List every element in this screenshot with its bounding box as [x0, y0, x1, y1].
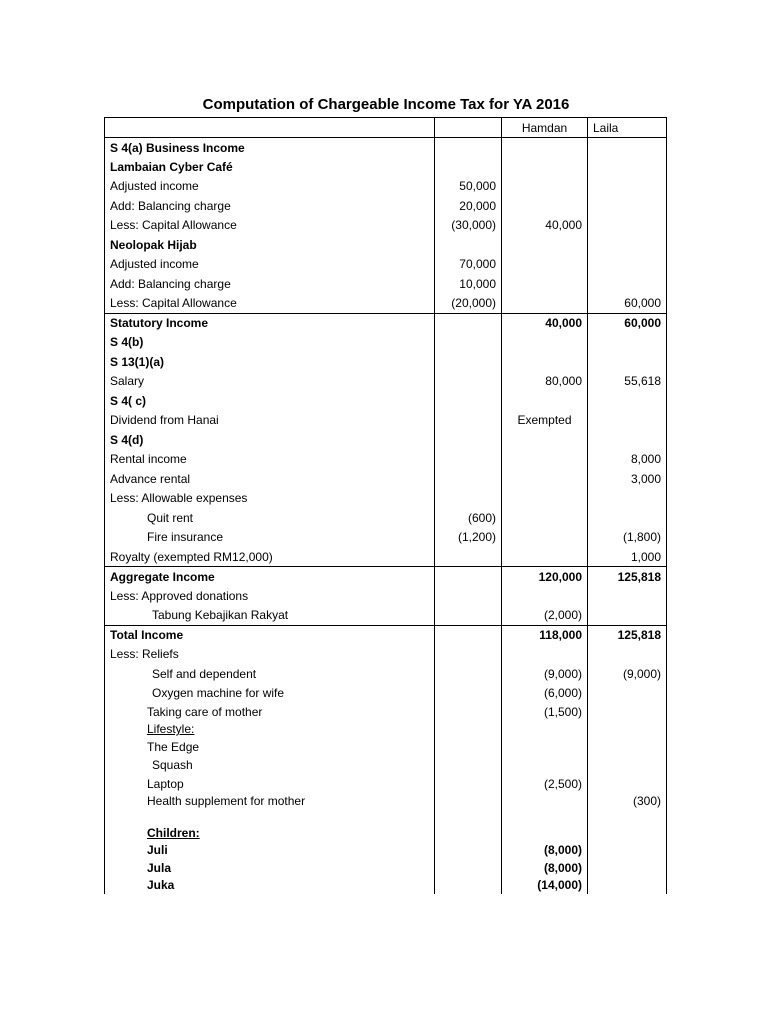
row-label: Jula — [105, 859, 435, 877]
row-label: Rental income — [105, 450, 435, 470]
row-laila-value — [588, 586, 667, 606]
row-laila-value — [588, 738, 667, 756]
row-laila-value — [588, 489, 667, 509]
table-row — [105, 196, 667, 216]
row-label: The Edge — [105, 738, 435, 756]
table-row — [105, 313, 667, 333]
row-laila-value — [588, 684, 667, 704]
table-row — [105, 352, 667, 372]
row-hamdan-value — [502, 721, 588, 739]
row-label: S 13(1)(a) — [105, 352, 435, 372]
row-laila-value — [588, 842, 667, 860]
row-workings-value — [435, 430, 502, 450]
row-laila-value — [588, 645, 667, 665]
table-row — [105, 824, 667, 842]
row-laila-value — [588, 138, 667, 158]
row-workings-value — [435, 738, 502, 756]
row-workings-value — [435, 469, 502, 489]
row-laila-value: 55,618 — [588, 372, 667, 392]
table-row — [105, 842, 667, 860]
table-row — [105, 294, 667, 314]
row-hamdan-value — [502, 756, 588, 776]
row-label: S 4( c) — [105, 391, 435, 411]
row-hamdan-value — [502, 235, 588, 255]
row-label: Salary — [105, 372, 435, 392]
row-workings-value — [435, 450, 502, 470]
row-workings-value — [435, 793, 502, 811]
row-workings-value: (20,000) — [435, 294, 502, 314]
table-row — [105, 703, 667, 721]
row-label: Adjusted income — [105, 255, 435, 275]
row-hamdan-value — [502, 586, 588, 606]
table-row — [105, 235, 667, 255]
row-laila-value — [588, 157, 667, 177]
table-row — [105, 157, 667, 177]
row-hamdan-value: (8,000) — [502, 859, 588, 877]
row-label: Taking care of mother — [105, 703, 435, 721]
row-laila-value — [588, 216, 667, 236]
row-hamdan-value: (1,500) — [502, 703, 588, 721]
table-row — [105, 738, 667, 756]
table-row — [105, 810, 667, 824]
row-hamdan-value — [502, 738, 588, 756]
row-label: Lambaian Cyber Café — [105, 157, 435, 177]
row-laila-value — [588, 606, 667, 626]
row-label: Aggregate Income — [105, 567, 435, 587]
row-hamdan-value: 120,000 — [502, 567, 588, 587]
row-hamdan-value — [502, 547, 588, 567]
row-laila-value — [588, 703, 667, 721]
row-hamdan-value — [502, 469, 588, 489]
row-workings-value: (1,200) — [435, 528, 502, 548]
row-label: S 4(d) — [105, 430, 435, 450]
row-label: Juka — [105, 877, 435, 895]
row-laila-value: 125,818 — [588, 625, 667, 645]
header-description-cell — [105, 118, 435, 138]
row-hamdan-value — [502, 824, 588, 842]
row-workings-value — [435, 625, 502, 645]
row-hamdan-value: 40,000 — [502, 313, 588, 333]
row-hamdan-value: (6,000) — [502, 684, 588, 704]
row-workings-value — [435, 313, 502, 333]
table-row — [105, 508, 667, 528]
table-row — [105, 138, 667, 158]
row-laila-value — [588, 756, 667, 776]
table-row — [105, 793, 667, 811]
document-title: Computation of Chargeable Income Tax for YA 2016 — [202, 96, 570, 113]
row-hamdan-value: Exempted — [502, 411, 588, 431]
column-header-hamdan: Hamdan — [502, 118, 588, 138]
table-row — [105, 489, 667, 509]
row-laila-value: 3,000 — [588, 469, 667, 489]
row-laila-value — [588, 810, 667, 824]
row-workings-value — [435, 235, 502, 255]
row-laila-value — [588, 391, 667, 411]
header-workings-cell — [435, 118, 502, 138]
table-row — [105, 216, 667, 236]
table-row — [105, 547, 667, 567]
row-hamdan-value — [502, 430, 588, 450]
table-row — [105, 411, 667, 431]
row-hamdan-value — [502, 333, 588, 353]
row-label: Less: Capital Allowance — [105, 294, 435, 314]
row-hamdan-value: 40,000 — [502, 216, 588, 236]
row-label: Add: Balancing charge — [105, 274, 435, 294]
row-workings-value — [435, 352, 502, 372]
row-label: Adjusted income — [105, 177, 435, 197]
row-workings-value — [435, 138, 502, 158]
row-workings-value — [435, 391, 502, 411]
row-workings-value — [435, 606, 502, 626]
row-hamdan-value — [502, 157, 588, 177]
row-workings-value — [435, 547, 502, 567]
row-laila-value: 60,000 — [588, 294, 667, 314]
row-label: Squash — [105, 756, 435, 776]
row-hamdan-value: 118,000 — [502, 625, 588, 645]
row-hamdan-value — [502, 508, 588, 528]
row-laila-value — [588, 255, 667, 275]
row-label: Lifestyle: — [105, 721, 435, 739]
row-hamdan-value — [502, 489, 588, 509]
row-hamdan-value: (9,000) — [502, 664, 588, 684]
row-workings-value — [435, 684, 502, 704]
row-workings-value — [435, 567, 502, 587]
row-laila-value: (300) — [588, 793, 667, 811]
table-row — [105, 721, 667, 739]
row-workings-value — [435, 411, 502, 431]
table-header-row — [105, 118, 667, 138]
row-workings-value — [435, 645, 502, 665]
row-label: Royalty (exempted RM12,000) — [105, 547, 435, 567]
table-row — [105, 586, 667, 606]
row-workings-value: (600) — [435, 508, 502, 528]
row-workings-value — [435, 877, 502, 895]
row-label: Tabung Kebajikan Rakyat — [105, 606, 435, 626]
row-label: Statutory Income — [105, 313, 435, 333]
row-workings-value — [435, 756, 502, 776]
table-row — [105, 859, 667, 877]
table-row — [105, 450, 667, 470]
row-workings-value — [435, 703, 502, 721]
row-hamdan-value — [502, 177, 588, 197]
table-row — [105, 372, 667, 392]
row-label — [105, 810, 435, 824]
row-label: Juli — [105, 842, 435, 860]
row-label: Children: — [105, 824, 435, 842]
row-laila-value: (9,000) — [588, 664, 667, 684]
row-label: Self and dependent — [105, 664, 435, 684]
table-row — [105, 528, 667, 548]
row-laila-value — [588, 177, 667, 197]
row-laila-value — [588, 877, 667, 895]
row-label: S 4(b) — [105, 333, 435, 353]
row-laila-value: 125,818 — [588, 567, 667, 587]
row-label: Neolopak Hijab — [105, 235, 435, 255]
row-workings-value — [435, 489, 502, 509]
row-hamdan-value — [502, 528, 588, 548]
row-label: Laptop — [105, 775, 435, 793]
row-label: S 4(a) Business Income — [105, 138, 435, 158]
row-label: Oxygen machine for wife — [105, 684, 435, 704]
row-laila-value — [588, 333, 667, 353]
row-label: Health supplement for mother — [105, 793, 435, 811]
row-laila-value — [588, 196, 667, 216]
row-label: Less: Allowable expenses — [105, 489, 435, 509]
row-workings-value — [435, 721, 502, 739]
row-workings-value — [435, 810, 502, 824]
row-workings-value: 70,000 — [435, 255, 502, 275]
row-label: Advance rental — [105, 469, 435, 489]
row-hamdan-value — [502, 294, 588, 314]
row-label: Less: Capital Allowance — [105, 216, 435, 236]
row-laila-value: 1,000 — [588, 547, 667, 567]
tax-computation-table — [104, 117, 667, 894]
row-hamdan-value: (2,000) — [502, 606, 588, 626]
row-label: Dividend from Hanai — [105, 411, 435, 431]
table-row — [105, 664, 667, 684]
row-laila-value — [588, 430, 667, 450]
row-hamdan-value: (2,500) — [502, 775, 588, 793]
row-label: Total Income — [105, 625, 435, 645]
table-row — [105, 430, 667, 450]
row-hamdan-value — [502, 645, 588, 665]
row-hamdan-value — [502, 255, 588, 275]
table-row — [105, 567, 667, 587]
table-row — [105, 333, 667, 353]
row-laila-value — [588, 411, 667, 431]
row-hamdan-value — [502, 391, 588, 411]
row-workings-value — [435, 824, 502, 842]
row-laila-value — [588, 859, 667, 877]
row-laila-value: (1,800) — [588, 528, 667, 548]
row-workings-value: 10,000 — [435, 274, 502, 294]
row-label: Fire insurance — [105, 528, 435, 548]
table-row — [105, 177, 667, 197]
row-workings-value: 20,000 — [435, 196, 502, 216]
row-workings-value — [435, 372, 502, 392]
table-row — [105, 877, 667, 895]
row-laila-value — [588, 235, 667, 255]
row-laila-value — [588, 824, 667, 842]
table-row — [105, 775, 667, 793]
row-laila-value — [588, 508, 667, 528]
row-workings-value — [435, 586, 502, 606]
table-row — [105, 606, 667, 626]
table-row — [105, 684, 667, 704]
row-hamdan-value — [502, 793, 588, 811]
row-workings-value — [435, 775, 502, 793]
row-hamdan-value: (14,000) — [502, 877, 588, 895]
row-hamdan-value — [502, 352, 588, 372]
row-laila-value: 8,000 — [588, 450, 667, 470]
row-hamdan-value: 80,000 — [502, 372, 588, 392]
row-laila-value — [588, 274, 667, 294]
row-workings-value — [435, 157, 502, 177]
table-row — [105, 469, 667, 489]
row-laila-value — [588, 352, 667, 372]
table-row — [105, 625, 667, 645]
row-hamdan-value — [502, 138, 588, 158]
row-laila-value — [588, 775, 667, 793]
row-workings-value — [435, 842, 502, 860]
row-label: Quit rent — [105, 508, 435, 528]
row-workings-value — [435, 333, 502, 353]
table-row — [105, 391, 667, 411]
table-row — [105, 645, 667, 665]
table-row — [105, 756, 667, 776]
row-label: Add: Balancing charge — [105, 196, 435, 216]
row-hamdan-value — [502, 450, 588, 470]
table-row — [105, 255, 667, 275]
row-label: Less: Reliefs — [105, 645, 435, 665]
row-hamdan-value — [502, 810, 588, 824]
row-hamdan-value: (8,000) — [502, 842, 588, 860]
column-header-laila: Laila — [588, 118, 667, 138]
row-workings-value — [435, 859, 502, 877]
row-laila-value: 60,000 — [588, 313, 667, 333]
table-row — [105, 274, 667, 294]
row-hamdan-value — [502, 274, 588, 294]
row-workings-value — [435, 664, 502, 684]
row-laila-value — [588, 721, 667, 739]
row-workings-value: (30,000) — [435, 216, 502, 236]
row-workings-value: 50,000 — [435, 177, 502, 197]
row-hamdan-value — [502, 196, 588, 216]
row-label: Less: Approved donations — [105, 586, 435, 606]
